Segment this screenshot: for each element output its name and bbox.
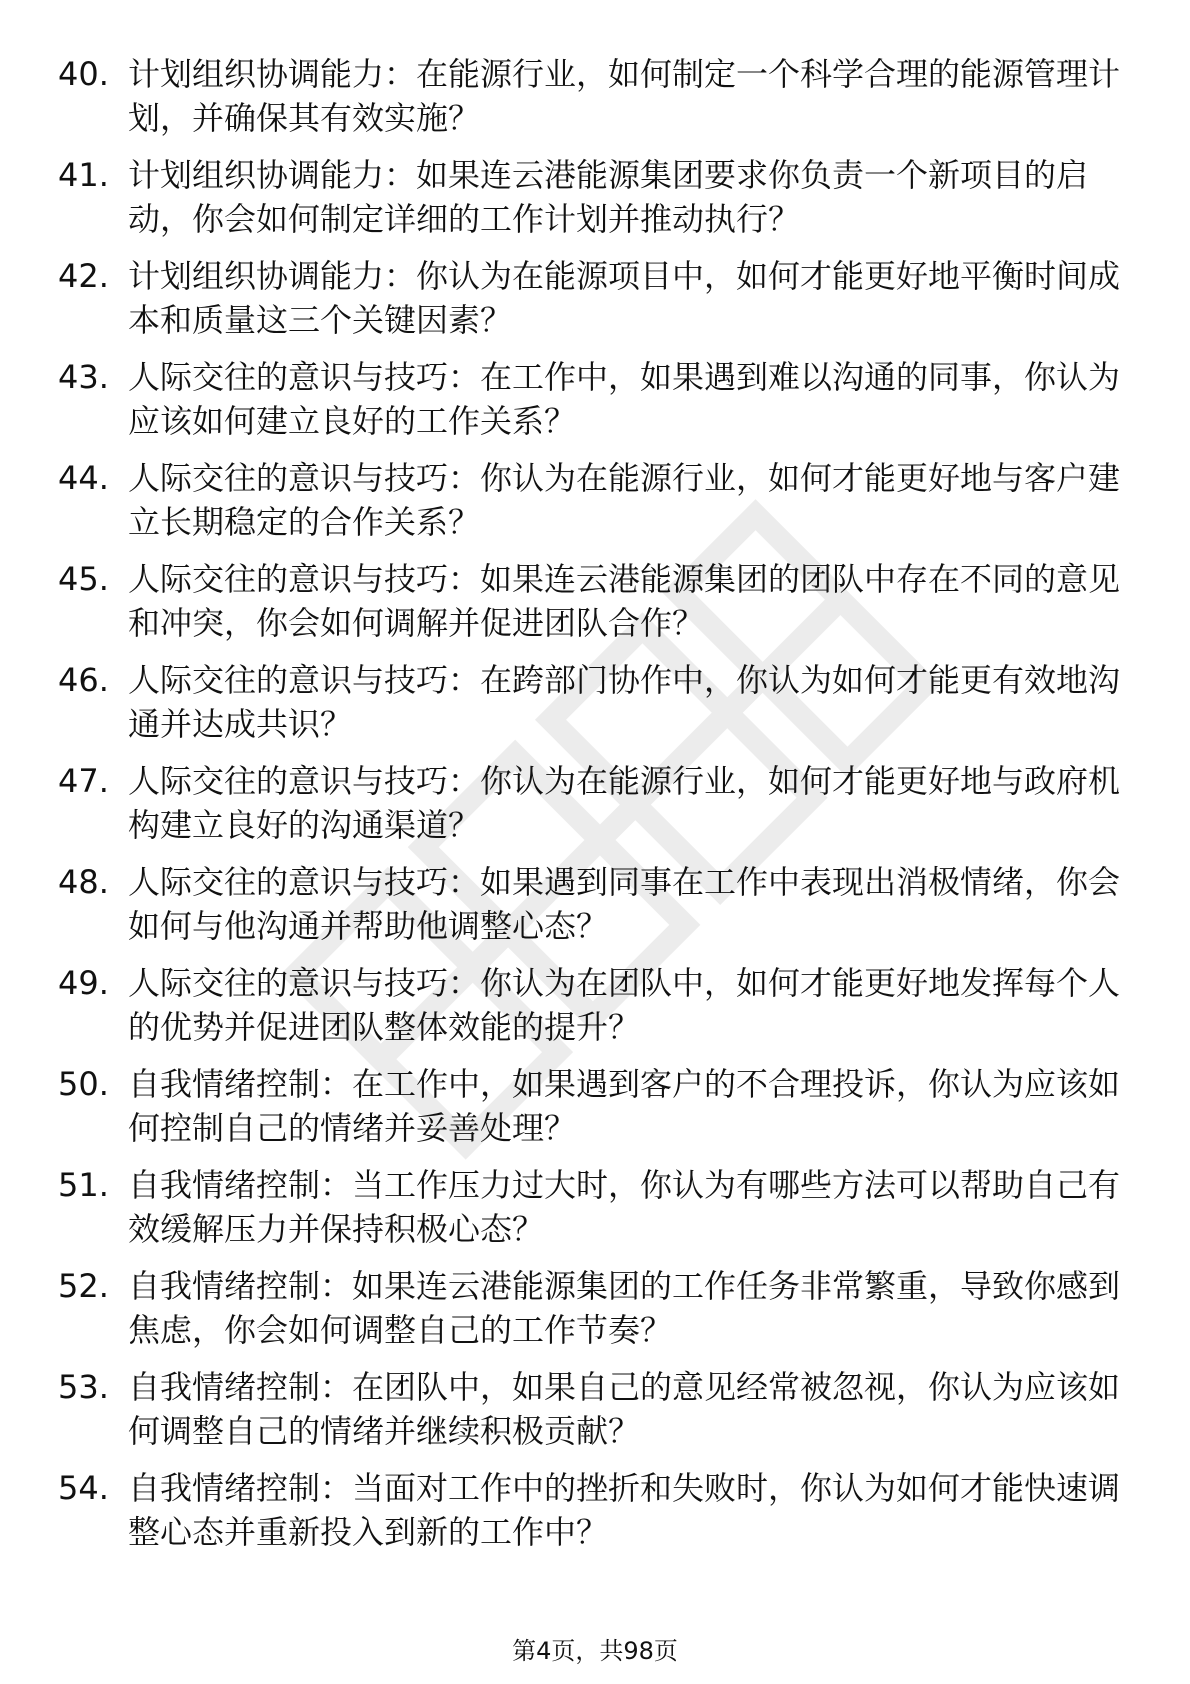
question-number: 41. xyxy=(58,156,109,194)
page-number-label: 第4页，共98页 xyxy=(512,1637,678,1665)
question-number: 48. xyxy=(58,863,109,901)
question-item xyxy=(58,456,1121,544)
question-number: 43. xyxy=(58,358,109,396)
question-number: 49. xyxy=(58,964,109,1002)
question-list xyxy=(58,52,1121,1567)
question-text: 人际交往的意识与技巧：在工作中，如果遇到难以沟通的同事，你认为应该如何建立良好的工作关系？ xyxy=(128,358,1121,440)
question-number: 54. xyxy=(58,1469,109,1507)
question-number: 52. xyxy=(58,1267,109,1305)
question-text: 人际交往的意识与技巧：你认为在团队中，如何才能更好地发挥每个人的优势并促进团队整体效能的提升？ xyxy=(128,964,1121,1046)
question-item xyxy=(58,1365,1121,1453)
question-item xyxy=(58,1466,1121,1554)
question-text: 自我情绪控制：在团队中，如果自己的意见经常被忽视，你认为应该如何调整自己的情绪并继续积极贡献？ xyxy=(128,1368,1121,1450)
question-number: 45. xyxy=(58,560,109,598)
question-item xyxy=(58,961,1121,1049)
page-footer xyxy=(0,1636,1190,1666)
question-item xyxy=(58,1264,1121,1352)
question-number: 53. xyxy=(58,1368,109,1406)
question-number: 50. xyxy=(58,1065,109,1103)
question-item xyxy=(58,153,1118,241)
question-item xyxy=(58,1163,1121,1251)
question-item xyxy=(58,658,1121,746)
question-item xyxy=(58,355,1121,443)
question-item xyxy=(58,52,1121,140)
question-text: 人际交往的意识与技巧：如果连云港能源集团的团队中存在不同的意见和冲突，你会如何调解并促进团队合作？ xyxy=(128,560,1121,642)
question-number: 47. xyxy=(58,762,109,800)
question-text: 人际交往的意识与技巧：如果遇到同事在工作中表现出消极情绪，你会如何与他沟通并帮助他调整心态？ xyxy=(128,863,1121,945)
question-item xyxy=(58,1062,1121,1150)
question-text: 人际交往的意识与技巧：在跨部门协作中，你认为如何才能更有效地沟通并达成共识？ xyxy=(128,661,1121,743)
question-item xyxy=(58,254,1121,342)
question-text: 人际交往的意识与技巧：你认为在能源行业，如何才能更好地与政府机构建立良好的沟通渠道？ xyxy=(128,762,1121,844)
question-text: 自我情绪控制：如果连云港能源集团的工作任务非常繁重，导致你感到焦虑，你会如何调整自己的工作节奏？ xyxy=(128,1267,1121,1349)
question-text: 自我情绪控制：在工作中，如果遇到客户的不合理投诉，你认为应该如何控制自己的情绪并妥善处理？ xyxy=(128,1065,1121,1147)
question-text: 计划组织协调能力：在能源行业，如何制定一个科学合理的能源管理计划，并确保其有效实施？ xyxy=(128,55,1121,137)
question-number: 42. xyxy=(58,257,109,295)
question-text: 人际交往的意识与技巧：你认为在能源行业，如何才能更好地与客户建立长期稳定的合作关系？ xyxy=(128,459,1121,541)
question-text: 计划组织协调能力：你认为在能源项目中，如何才能更好地平衡时间成本和质量这三个关键因素？ xyxy=(128,257,1121,339)
question-number: 46. xyxy=(58,661,109,699)
question-item xyxy=(58,759,1121,847)
question-text: 计划组织协调能力：如果连云港能源集团要求你负责一个新项目的启动，你会如何制定详细的工作计划并推动执行？ xyxy=(128,156,1089,238)
question-text: 自我情绪控制：当面对工作中的挫折和失败时，你认为如何才能快速调整心态并重新投入到新的工作中？ xyxy=(128,1469,1121,1551)
question-item xyxy=(58,557,1121,645)
question-number: 40. xyxy=(58,55,109,93)
question-item xyxy=(58,860,1121,948)
question-text: 自我情绪控制：当工作压力过大时，你认为有哪些方法可以帮助自己有效缓解压力并保持积极心态？ xyxy=(128,1166,1121,1248)
question-number: 51. xyxy=(58,1166,109,1204)
question-number: 44. xyxy=(58,459,109,497)
